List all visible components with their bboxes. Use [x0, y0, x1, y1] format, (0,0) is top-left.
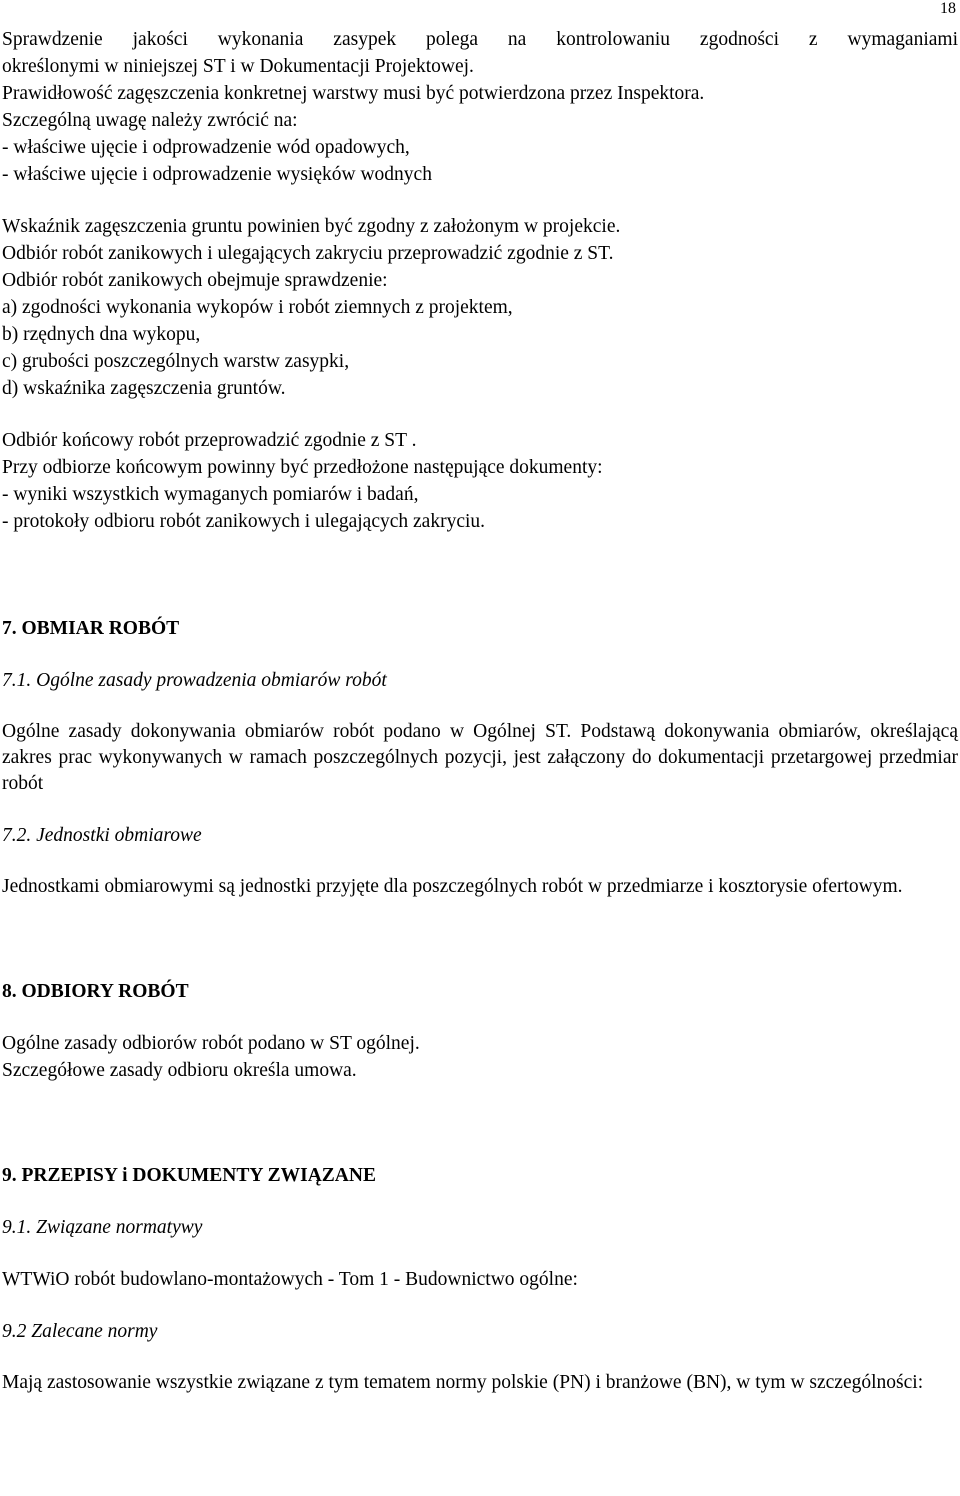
paragraph-line: Przy odbiorze końcowym powinny być przedłożone następujące dokumenty: — [2, 457, 603, 478]
paragraph-line: Szczególną uwagę należy zwrócić na: — [2, 110, 298, 131]
section-heading: 8. ODBIORY ROBÓT — [2, 981, 189, 1002]
list-item: - właściwe ujęcie i odprowadzenie wód opadowych, — [2, 137, 410, 158]
paragraph-line: Wskaźnik zagęszczenia gruntu powinien być zgodny z założonym w projekcie. — [2, 216, 621, 237]
section-heading: 7. OBMIAR ROBÓT — [2, 618, 180, 639]
subsection-heading: 7.1. Ogólne zasady prowadzenia obmiarów robót — [2, 670, 387, 691]
list-item: a) zgodności wykonania wykopów i robót ziemnych z projektem, — [2, 297, 513, 318]
list-item: - protokoły odbioru robót zanikowych i ulegających zakryciu. — [2, 511, 486, 532]
paragraph-line: Prawidłowość zagęszczenia konkretnej warstwy musi być potwierdzona przez Inspektora. — [2, 83, 705, 104]
list-item: b) rzędnych dna wykopu, — [2, 324, 201, 345]
paragraph-line: określonymi w niniejszej ST i w Dokumentacji Projektowej. — [2, 56, 474, 77]
paragraph: Ogólne zasady dokonywania obmiarów robót podano w Ogólnej ST. Podstawą dokonywania obmiarów, określającą zakres prac wykonywanych w ramach poszczególnych pozycji, jest załączony do dokumentacji przetargowej przedmiar robót — [2, 721, 958, 794]
paragraph-line: Odbiór robót zanikowych i ulegających zakryciu przeprowadzić zgodnie z ST. — [2, 243, 614, 264]
paragraph: Jednostkami obmiarowymi są jednostki przyjęte dla poszczególnych robót w przedmiarze i kosztorysie ofertowym. — [2, 876, 903, 897]
document-body — [2, 26, 958, 1396]
list-item: - wyniki wszystkich wymaganych pomiarów i badań, — [2, 484, 419, 505]
paragraph-line: Odbiór robót zanikowych obejmuje sprawdzenie: — [2, 270, 388, 291]
list-item: c) grubości poszczególnych warstw zasypki, — [2, 351, 350, 372]
subsection-heading: 7.2. Jednostki obmiarowe — [2, 825, 202, 846]
section-heading: 9. PRZEPISY i DOKUMENTY ZWIĄZANE — [2, 1165, 376, 1186]
paragraph: Mają zastosowanie wszystkie związane z tym tematem normy polskie (PN) i branżowe (BN), w tym w szczególności: — [2, 1372, 924, 1393]
paragraph-line: Odbiór końcowy robót przeprowadzić zgodnie z ST . — [2, 430, 417, 451]
page-number: 18 — [940, 0, 956, 17]
list-item: - właściwe ujęcie i odprowadzenie wysięków wodnych — [2, 164, 432, 185]
subsection-heading: 9.1. Związane normatywy — [2, 1217, 203, 1238]
paragraph-line: Szczegółowe zasady odbioru określa umowa. — [2, 1060, 357, 1081]
paragraph-line: WTWiO robót budowlano-montażowych - Tom 1 - Budownictwo ogólne: — [2, 1269, 578, 1290]
list-item: d) wskaźnika zagęszczenia gruntów. — [2, 378, 286, 399]
subsection-heading: 9.2 Zalecane normy — [2, 1321, 158, 1342]
paragraph-line: Sprawdzenie jakości wykonania zasypek polega na kontrolowaniu zgodności z wymaganiami — [2, 29, 958, 50]
paragraph-line: Ogólne zasady odbiorów robót podano w ST ogólnej. — [2, 1033, 420, 1054]
